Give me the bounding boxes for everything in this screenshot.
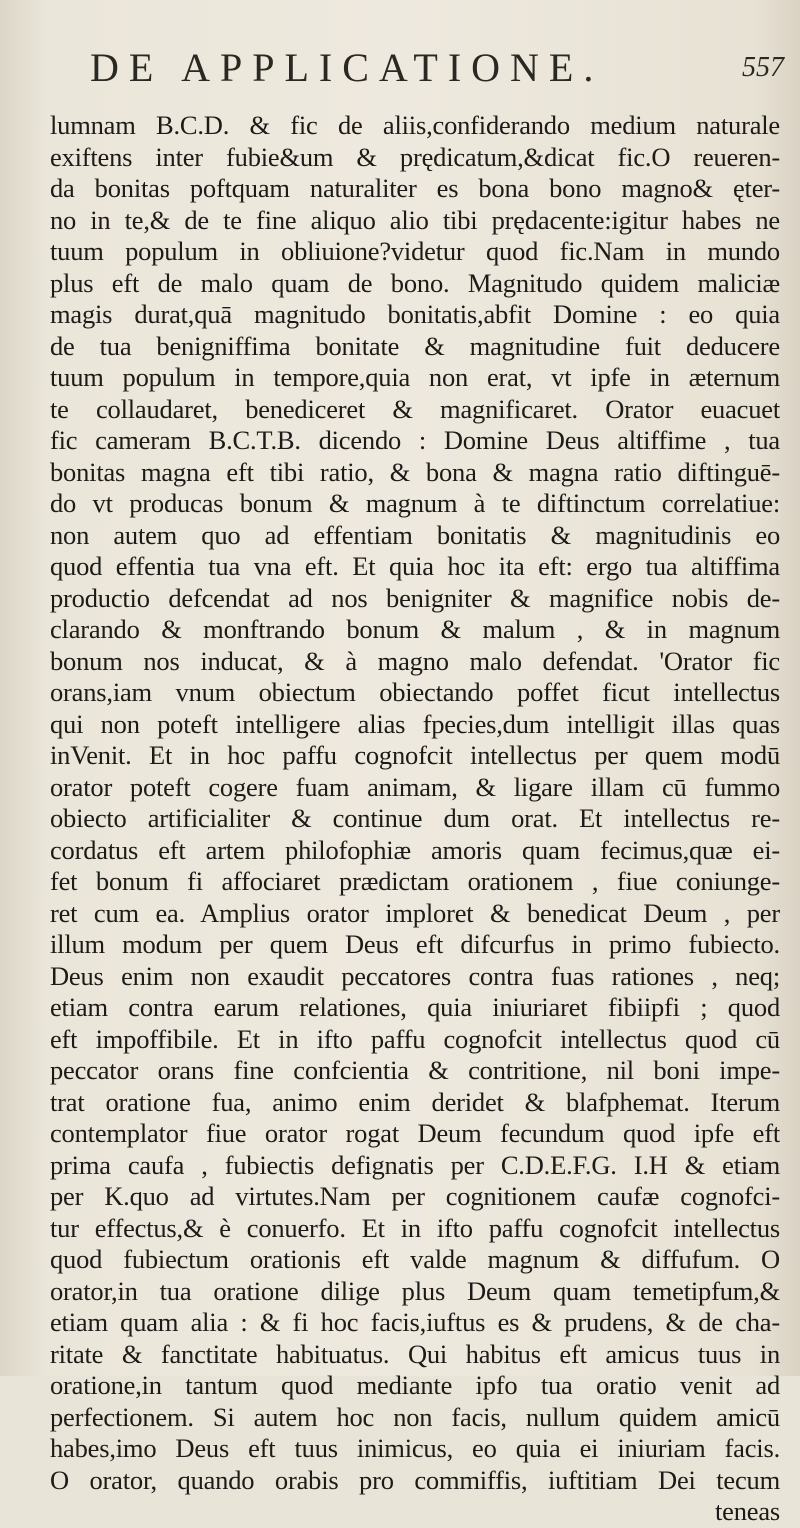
text-line: ret cum ea. Amplius orator imploret & benedicat Deum , per (50, 897, 780, 928)
text-line: tuum populum in obliuione?videtur quod fic.Nam in mundo (50, 236, 780, 266)
text-line: Deus enim non exaudit peccatores contra fuas rationes , neq; (50, 960, 780, 991)
text-line: eft impoffibile. Et in ifto paffu cognofcit intellectus quod cū (50, 1023, 780, 1054)
text-line: magis durat,quā magnitudo bonitatis,abfit Domine : eo quia (50, 299, 780, 329)
text-line: clarando & monftrando bonum & malum , & in magnum (50, 614, 780, 644)
text-line: inVenit. Et in hoc paffu cognofcit intellectus per quem modū (50, 740, 780, 770)
catchword: teneas (714, 1496, 780, 1526)
text-line: da bonitas poftquam naturaliter es bona bono magno& ęter- (50, 173, 780, 203)
text-line: per K.quo ad virtutes.Nam per cognitionem caufæ cognofci- (50, 1181, 780, 1211)
text-line: te collaudaret, benediceret & magnificaret. Orator euacuet (50, 393, 780, 424)
text-line: etiam contra earum relationes, quia iniuriaret fibiipfi ; quod (50, 992, 780, 1022)
body-text (50, 110, 780, 1528)
text-line: O orator, quando orabis pro commiffis, iuftitiam Dei tecum (50, 1464, 780, 1495)
text-line: ritate & fanctitate habituatus. Qui habitus eft amicus tuus in (50, 1338, 780, 1369)
text-line: orator,in tua oratione dilige plus Deum quam temetipfum,& (50, 1275, 780, 1306)
running-head (0, 40, 800, 100)
text-line: non autem quo ad effentiam bonitatis & magnitudinis eo (50, 519, 780, 550)
text-line: exiftens inter fubie&um & prędicatum,&dicat fic.O reueren- (50, 141, 780, 172)
text-line: cordatus eft artem philofophiæ amoris quam fecimus,quæ ei- (50, 834, 780, 865)
text-line: prima caufa , fubiectis defignatis per C.D.E.F.G. I.H & etiam (50, 1149, 780, 1180)
text-line: trat oratione fua, animo enim deridet & blafphemat. Iterum (50, 1086, 780, 1117)
text-line: obiecto artificialiter & continue dum orat. Et intellectus re- (50, 803, 780, 833)
text-line: bonum nos inducat, & à magno malo defendat. 'Orator fic (50, 645, 780, 676)
page-number: 557 (742, 52, 784, 83)
text-line: no in te,& de te fine aliquo alio tibi prędacente:igitur habes ne (50, 204, 780, 235)
text-line: peccator orans fine confcientia & contritione, nil boni impe- (50, 1055, 780, 1085)
text-line: orans,iam vnum obiectum obiectando poffet ficut intellectus (50, 677, 780, 707)
text-line: oratione,in tantum quod mediante ipfo tua oratio venit ad (50, 1370, 780, 1400)
text-line: illum modum per quem Deus eft difcurfus in primo fubiecto. (50, 929, 780, 959)
text-line: contemplator fiue orator rogat Deum fecundum quod ipfe eft (50, 1118, 780, 1148)
text-line: tur effectus,& è conuerfo. Et in ifto paffu cognofcit intellectus (50, 1212, 780, 1243)
text-line: qui non poteft intelligere alias fpecies,dum intelligit illas quas (50, 708, 780, 739)
text-line: productio defcendat ad nos benigniter & magnifice nobis de- (50, 582, 780, 613)
text-line: de tua benigniffima bonitate & magnitudine fuit deducere (50, 330, 780, 361)
text-line: fic cameram B.C.T.B. dicendo : Domine Deus altiffime , tua (50, 425, 780, 455)
text-line: perfectionem. Si autem hoc non facis, nullum quidem amicū (50, 1401, 780, 1432)
text-line: fet bonum fi affociaret prædictam orationem , fiue coniunge- (50, 866, 780, 896)
text-line: plus eft de malo quam de bono. Magnitudo quidem maliciæ (50, 267, 780, 298)
text-line: bonitas magna eft tibi ratio, & bona & magna ratio diftinguē- (50, 456, 780, 487)
text-line: quod fubiectum orationis eft valde magnum & diffufum. O (50, 1244, 780, 1274)
text-line: do vt producas bonum & magnum à te diftinctum correlatiue: (50, 488, 780, 518)
text-line: etiam quam alia : & fi hoc facis,iuftus es & prudens, & de cha- (50, 1307, 780, 1337)
text-line: lumnam B.C.D. & fic de aliis,confiderando medium naturale (50, 110, 780, 140)
text-line: habes,imo Deus eft tuus inimicus, eo quia ei iniuriam facis. (50, 1433, 780, 1463)
text-line: orator poteft cogere fuam animam, & ligare illam cū fummo (50, 771, 780, 802)
text-line: tuum populum in tempore,quia non erat, vt ipfe in æternum (50, 362, 780, 392)
running-title: DE APPLICATIONE. (90, 45, 604, 90)
text-line: quod effentia tua vna eft. Et quia hoc ita eft: ergo tua altiffima (50, 551, 780, 581)
